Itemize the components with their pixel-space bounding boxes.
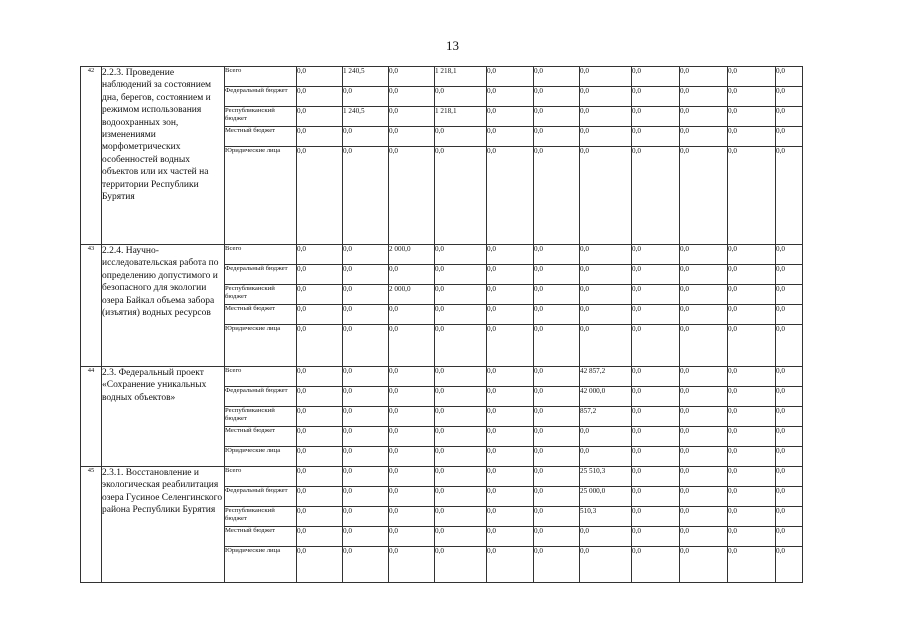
value-cell: 0,0	[632, 367, 680, 387]
value-cell: 0,0	[343, 407, 389, 427]
value-cell: 0,0	[776, 547, 803, 583]
value-cell: 0,0	[728, 387, 776, 407]
value-cell: 0,0	[389, 547, 435, 583]
value-cell: 0,0	[389, 87, 435, 107]
table-row	[81, 467, 803, 487]
value-cell: 0,0	[776, 87, 803, 107]
value-cell: 0,0	[343, 265, 389, 285]
value-cell: 0,0	[435, 265, 487, 285]
value-cell: 0,0	[343, 305, 389, 325]
value-cell: 0,0	[632, 87, 680, 107]
value-cell: 0,0	[534, 527, 580, 547]
activity-title: 2.3.1. Восстановление и экологическая реабилитация озера Гусиное Селенгинского района Республики Бурятия	[102, 467, 225, 583]
value-cell: 0,0	[435, 467, 487, 487]
value-cell: 0,0	[389, 427, 435, 447]
value-cell: 0,0	[776, 305, 803, 325]
value-cell: 0,0	[435, 245, 487, 265]
value-cell: 0,0	[728, 147, 776, 245]
value-cell: 0,0	[580, 547, 632, 583]
value-cell: 0,0	[728, 245, 776, 265]
value-cell: 0,0	[680, 467, 728, 487]
value-cell: 0,0	[776, 507, 803, 527]
value-cell: 0,0	[632, 487, 680, 507]
value-cell: 0,0	[680, 305, 728, 325]
value-cell: 0,0	[534, 67, 580, 87]
value-cell: 0,0	[776, 325, 803, 367]
value-cell: 0,0	[680, 527, 728, 547]
value-cell: 0,0	[632, 305, 680, 325]
value-cell: 0,0	[389, 305, 435, 325]
value-cell: 0,0	[534, 487, 580, 507]
value-cell: 0,0	[343, 87, 389, 107]
value-cell: 0,0	[435, 325, 487, 367]
funding-source: Местный бюджет	[225, 427, 297, 447]
value-cell: 0,0	[580, 87, 632, 107]
value-cell: 0,0	[297, 527, 343, 547]
value-cell: 0,0	[435, 507, 487, 527]
value-cell: 0,0	[680, 107, 728, 127]
value-cell: 0,0	[297, 427, 343, 447]
value-cell: 0,0	[534, 265, 580, 285]
value-cell: 0,0	[343, 467, 389, 487]
funding-source: Республиканский бюджет	[225, 507, 297, 527]
value-cell: 0,0	[632, 127, 680, 147]
value-cell: 0,0	[632, 427, 680, 447]
value-cell: 0,0	[343, 245, 389, 265]
value-cell: 0,0	[728, 407, 776, 427]
value-cell: 0,0	[343, 387, 389, 407]
funding-source: Юридические лица	[225, 547, 297, 583]
value-cell: 0,0	[632, 325, 680, 367]
value-cell: 0,0	[487, 427, 534, 447]
value-cell: 0,0	[487, 487, 534, 507]
value-cell: 0,0	[487, 387, 534, 407]
funding-source: Республиканский бюджет	[225, 285, 297, 305]
funding-source: Юридические лица	[225, 447, 297, 467]
funding-source: Всего	[225, 467, 297, 487]
value-cell: 0,0	[487, 147, 534, 245]
value-cell: 0,0	[343, 527, 389, 547]
value-cell: 0,0	[728, 325, 776, 367]
value-cell: 0,0	[728, 527, 776, 547]
value-cell: 0,0	[776, 487, 803, 507]
activity-title: 2.3. Федеральный проект «Сохранение уникальных водных объектов»	[102, 367, 225, 467]
value-cell: 0,0	[435, 487, 487, 507]
row-number: 43	[81, 245, 102, 367]
value-cell: 0,0	[728, 67, 776, 87]
value-cell: 0,0	[389, 507, 435, 527]
value-cell: 0,0	[297, 305, 343, 325]
value-cell: 0,0	[632, 245, 680, 265]
value-cell: 0,0	[435, 367, 487, 387]
value-cell: 0,0	[487, 107, 534, 127]
funding-source: Всего	[225, 67, 297, 87]
page-number: 13	[446, 38, 459, 53]
activity-title: 2.2.4. Научно-исследовательская работа по определению допустимого и безопасного для экологии озера Байкал объема забора (изъятия) водных ресурсов	[102, 245, 225, 367]
value-cell: 0,0	[487, 87, 534, 107]
value-cell: 0,0	[487, 305, 534, 325]
value-cell: 0,0	[297, 467, 343, 487]
value-cell: 0,0	[776, 285, 803, 305]
funding-source: Республиканский бюджет	[225, 407, 297, 427]
value-cell: 0,0	[728, 507, 776, 527]
row-number: 45	[81, 467, 102, 583]
value-cell: 0,0	[435, 447, 487, 467]
value-cell: 0,0	[580, 265, 632, 285]
value-cell: 2 000,0	[389, 245, 435, 265]
value-cell: 0,0	[580, 147, 632, 245]
value-cell: 0,0	[534, 507, 580, 527]
value-cell: 25 510,3	[580, 467, 632, 487]
value-cell: 0,0	[389, 325, 435, 367]
value-cell: 0,0	[487, 507, 534, 527]
value-cell: 0,0	[776, 245, 803, 265]
value-cell: 0,0	[728, 305, 776, 325]
value-cell: 0,0	[632, 407, 680, 427]
value-cell: 510,3	[580, 507, 632, 527]
value-cell: 0,0	[297, 507, 343, 527]
value-cell: 0,0	[680, 87, 728, 107]
value-cell: 0,0	[297, 387, 343, 407]
value-cell: 0,0	[487, 467, 534, 487]
value-cell: 0,0	[435, 527, 487, 547]
value-cell: 0,0	[680, 547, 728, 583]
value-cell: 0,0	[389, 147, 435, 245]
value-cell: 0,0	[487, 547, 534, 583]
value-cell: 0,0	[435, 305, 487, 325]
value-cell: 0,0	[776, 427, 803, 447]
value-cell: 0,0	[776, 467, 803, 487]
funding-source: Федеральный бюджет	[225, 487, 297, 507]
value-cell: 0,0	[632, 467, 680, 487]
value-cell: 0,0	[534, 467, 580, 487]
funding-source: Федеральный бюджет	[225, 265, 297, 285]
value-cell: 0,0	[680, 367, 728, 387]
value-cell: 0,0	[487, 407, 534, 427]
value-cell: 0,0	[534, 387, 580, 407]
value-cell: 0,0	[297, 127, 343, 147]
value-cell: 0,0	[680, 127, 728, 147]
value-cell: 0,0	[580, 245, 632, 265]
value-cell: 0,0	[534, 367, 580, 387]
value-cell: 0,0	[776, 147, 803, 245]
value-cell: 0,0	[632, 285, 680, 305]
value-cell: 0,0	[297, 245, 343, 265]
value-cell: 0,0	[297, 447, 343, 467]
value-cell: 0,0	[343, 127, 389, 147]
value-cell: 0,0	[776, 367, 803, 387]
value-cell: 0,0	[580, 305, 632, 325]
value-cell: 0,0	[728, 487, 776, 507]
value-cell: 0,0	[776, 265, 803, 285]
value-cell: 0,0	[776, 67, 803, 87]
value-cell: 0,0	[728, 265, 776, 285]
value-cell: 0,0	[632, 147, 680, 245]
value-cell: 0,0	[680, 265, 728, 285]
value-cell: 0,0	[389, 67, 435, 87]
funding-source: Юридические лица	[225, 147, 297, 245]
row-number: 44	[81, 367, 102, 467]
value-cell: 0,0	[680, 487, 728, 507]
funding-source: Всего	[225, 367, 297, 387]
value-cell: 0,0	[680, 285, 728, 305]
funding-source: Республиканский бюджет	[225, 107, 297, 127]
value-cell: 0,0	[580, 127, 632, 147]
value-cell: 0,0	[343, 147, 389, 245]
value-cell: 0,0	[487, 127, 534, 147]
value-cell: 0,0	[297, 367, 343, 387]
value-cell: 0,0	[389, 467, 435, 487]
funding-source: Юридические лица	[225, 325, 297, 367]
value-cell: 0,0	[435, 427, 487, 447]
value-cell: 0,0	[343, 447, 389, 467]
value-cell: 0,0	[297, 547, 343, 583]
value-cell: 1 240,5	[343, 67, 389, 87]
value-cell: 0,0	[297, 265, 343, 285]
value-cell: 0,0	[534, 547, 580, 583]
value-cell: 0,0	[297, 285, 343, 305]
value-cell: 0,0	[297, 325, 343, 367]
value-cell: 0,0	[343, 325, 389, 367]
table-row	[81, 367, 803, 387]
value-cell: 0,0	[487, 367, 534, 387]
value-cell: 0,0	[343, 285, 389, 305]
value-cell: 0,0	[776, 127, 803, 147]
value-cell: 0,0	[776, 447, 803, 467]
funding-source: Федеральный бюджет	[225, 387, 297, 407]
value-cell: 1 240,5	[343, 107, 389, 127]
value-cell: 0,0	[680, 325, 728, 367]
value-cell: 857,2	[580, 407, 632, 427]
value-cell: 0,0	[728, 547, 776, 583]
value-cell: 0,0	[487, 447, 534, 467]
value-cell: 0,0	[632, 447, 680, 467]
value-cell: 0,0	[632, 547, 680, 583]
value-cell: 0,0	[435, 547, 487, 583]
budget-table	[80, 66, 803, 583]
table-row	[81, 67, 803, 87]
value-cell: 0,0	[534, 447, 580, 467]
value-cell: 0,0	[389, 367, 435, 387]
value-cell: 0,0	[343, 547, 389, 583]
value-cell: 0,0	[389, 107, 435, 127]
value-cell: 0,0	[487, 325, 534, 367]
value-cell: 0,0	[728, 285, 776, 305]
value-cell: 0,0	[534, 245, 580, 265]
value-cell: 0,0	[632, 387, 680, 407]
value-cell: 0,0	[389, 387, 435, 407]
value-cell: 0,0	[297, 147, 343, 245]
value-cell: 0,0	[728, 367, 776, 387]
value-cell: 0,0	[728, 427, 776, 447]
value-cell: 0,0	[389, 407, 435, 427]
value-cell: 1 218,1	[435, 67, 487, 87]
value-cell: 0,0	[435, 147, 487, 245]
value-cell: 0,0	[343, 427, 389, 447]
value-cell: 0,0	[389, 127, 435, 147]
value-cell: 0,0	[680, 447, 728, 467]
value-cell: 0,0	[632, 67, 680, 87]
funding-source: Местный бюджет	[225, 527, 297, 547]
value-cell: 42 857,2	[580, 367, 632, 387]
value-cell: 0,0	[632, 507, 680, 527]
value-cell: 0,0	[776, 407, 803, 427]
value-cell: 0,0	[487, 265, 534, 285]
value-cell: 0,0	[534, 147, 580, 245]
value-cell: 0,0	[728, 107, 776, 127]
value-cell: 0,0	[297, 407, 343, 427]
value-cell: 0,0	[435, 387, 487, 407]
funding-source: Федеральный бюджет	[225, 87, 297, 107]
value-cell: 0,0	[580, 67, 632, 87]
value-cell: 0,0	[487, 285, 534, 305]
value-cell: 0,0	[435, 407, 487, 427]
value-cell: 42 000,0	[580, 387, 632, 407]
value-cell: 0,0	[728, 87, 776, 107]
activity-title: 2.2.3. Проведение наблюдений за состоянием дна, берегов, состоянием и режимом использования водоохранных зон, изменениями морфометрических особенностей водных объектов или их частей на территории Республики Бурятия	[102, 67, 225, 245]
row-number: 42	[81, 67, 102, 245]
value-cell: 0,0	[487, 245, 534, 265]
value-cell: 0,0	[534, 107, 580, 127]
value-cell: 0,0	[580, 447, 632, 467]
value-cell: 0,0	[435, 127, 487, 147]
value-cell: 2 000,0	[389, 285, 435, 305]
value-cell: 0,0	[297, 67, 343, 87]
value-cell: 0,0	[297, 487, 343, 507]
value-cell: 0,0	[680, 245, 728, 265]
value-cell: 0,0	[580, 107, 632, 127]
value-cell: 0,0	[534, 127, 580, 147]
value-cell: 0,0	[680, 67, 728, 87]
value-cell: 0,0	[343, 487, 389, 507]
value-cell: 0,0	[580, 527, 632, 547]
value-cell: 0,0	[343, 367, 389, 387]
value-cell: 25 000,0	[580, 487, 632, 507]
value-cell: 0,0	[297, 107, 343, 127]
value-cell: 0,0	[776, 387, 803, 407]
value-cell: 0,0	[487, 67, 534, 87]
funding-source: Местный бюджет	[225, 305, 297, 325]
value-cell: 0,0	[435, 87, 487, 107]
value-cell: 0,0	[680, 407, 728, 427]
value-cell: 0,0	[343, 507, 389, 527]
value-cell: 0,0	[680, 147, 728, 245]
value-cell: 0,0	[534, 427, 580, 447]
table-row	[81, 245, 803, 265]
value-cell: 0,0	[680, 507, 728, 527]
value-cell: 0,0	[680, 427, 728, 447]
value-cell: 0,0	[580, 285, 632, 305]
value-cell: 0,0	[534, 87, 580, 107]
value-cell: 0,0	[776, 527, 803, 547]
value-cell: 0,0	[297, 87, 343, 107]
value-cell: 0,0	[632, 107, 680, 127]
value-cell: 0,0	[389, 265, 435, 285]
value-cell: 0,0	[728, 127, 776, 147]
value-cell: 0,0	[435, 285, 487, 305]
value-cell: 0,0	[389, 527, 435, 547]
value-cell: 0,0	[534, 407, 580, 427]
value-cell: 0,0	[728, 467, 776, 487]
funding-source: Всего	[225, 245, 297, 265]
value-cell: 1 218,1	[435, 107, 487, 127]
value-cell: 0,0	[534, 285, 580, 305]
value-cell: 0,0	[534, 325, 580, 367]
value-cell: 0,0	[487, 527, 534, 547]
value-cell: 0,0	[389, 487, 435, 507]
value-cell: 0,0	[632, 527, 680, 547]
funding-source: Местный бюджет	[225, 127, 297, 147]
value-cell: 0,0	[680, 387, 728, 407]
value-cell: 0,0	[728, 447, 776, 467]
value-cell: 0,0	[389, 447, 435, 467]
value-cell: 0,0	[632, 265, 680, 285]
value-cell: 0,0	[580, 427, 632, 447]
value-cell: 0,0	[580, 325, 632, 367]
value-cell: 0,0	[776, 107, 803, 127]
value-cell: 0,0	[534, 305, 580, 325]
